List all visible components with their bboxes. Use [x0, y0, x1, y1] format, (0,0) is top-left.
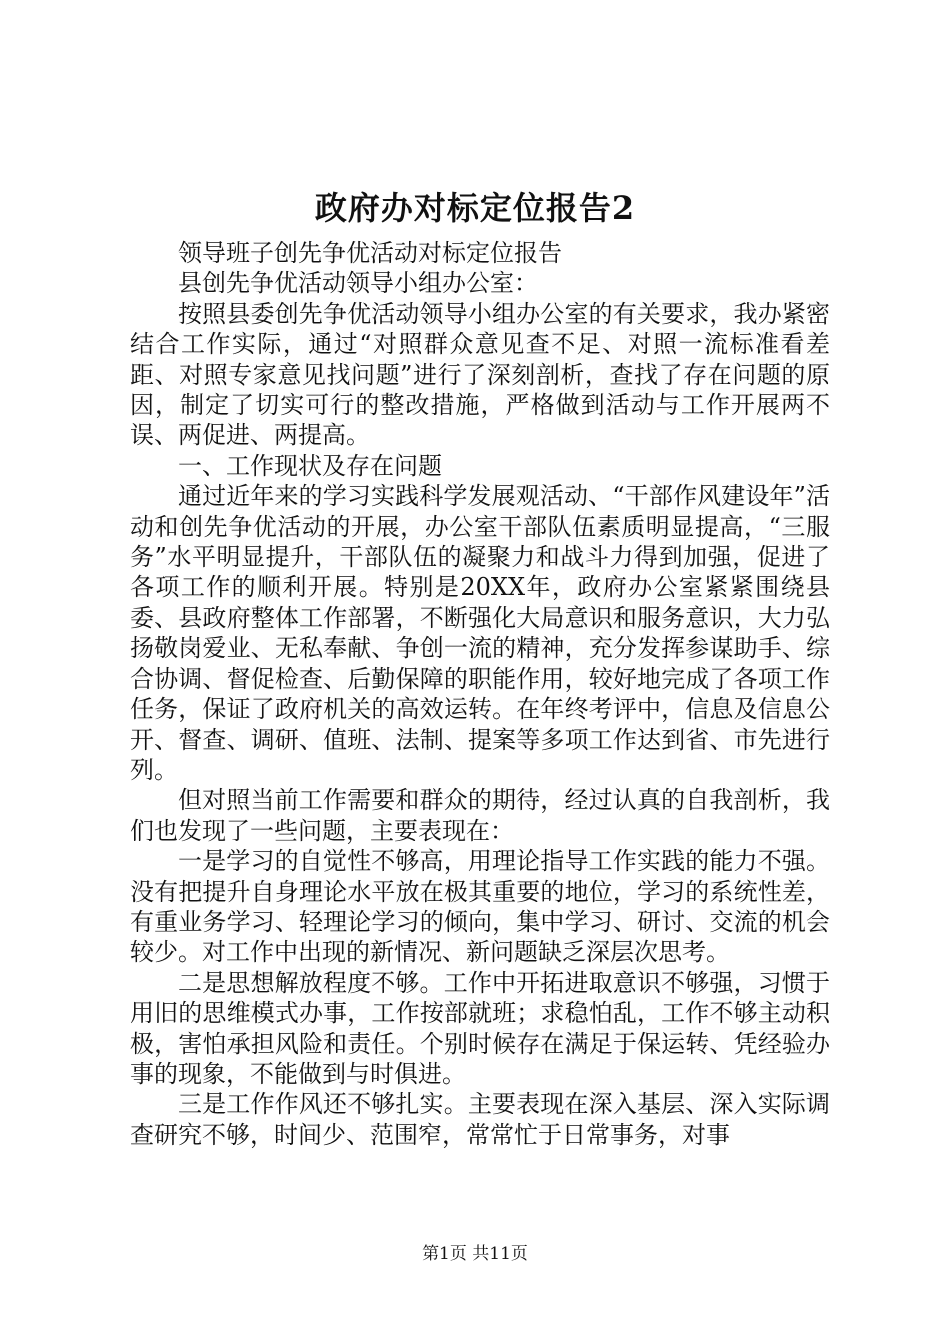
- section-heading: 一、工作现状及存在问题: [178, 451, 442, 480]
- paragraph-current-status: 通过近年来的学习实践科学发展观活动、“干部作风建设年”活动和创先争优活动的开展，办公室干部队伍素质明显提高，“三服务”水平明显提升，干部队伍的凝聚力和战斗力得到加强，促进了各项工作的顺利开展。特别是20XX年，政府办公室紧紧围绕县委、县政府整体工作部署，不断强化大局意识和服务意识，大力弘扬敬岗爱业、无私奉献、争创一流的精神，充分发挥参谋助手、综合协调、督促检查、后勤保障的职能作用，较好地完成了各项工作任务，保证了政府机关的高效运转。在年终考评中，信息及信息公开、督查、调研、值班、法制、提案等多项工作达到省、市先进行列。: [130, 482, 830, 784]
- document-title: 政府办对标定位报告2: [314, 189, 636, 227]
- page-number-footer: 第1页 共11页: [422, 1244, 528, 1264]
- paragraph-recipient: 县创先争优活动领导小组办公室：: [178, 269, 538, 298]
- paragraph-problem-3: 三是工作作风还不够扎实。主要表现在深入基层、深入实际调查研究不够，时间少、范围窄，常常忙于日常事务，对事: [130, 1090, 830, 1149]
- paragraph-subtitle: 领导班子创先争优活动对标定位报告: [178, 239, 562, 267]
- paragraph-problems-intro: 但对照当前工作需要和群众的期待，经过认真的自我剖析，我们也发现了一些问题，主要表现在：: [130, 786, 830, 845]
- paragraph-problem-1: 一是学习的自觉性不够高，用理论指导工作实践的能力不强。没有把提升自身理论水平放在极其重要的地位，学习的系统性差，有重业务学习、轻理论学习的倾向，集中学习、研讨、交流的机会较少。对工作中出现的新情况、新问题缺乏深层次思考。: [130, 847, 830, 967]
- paragraph-problem-2: 二是思想解放程度不够。工作中开拓进取意识不够强，习惯于用旧的思维模式办事，工作按部就班；求稳怕乱，工作不够主动积极，害怕承担风险和责任。个别时候存在满足于保运转、凭经验办事的现象，不能做到与时俱进。: [130, 968, 830, 1088]
- paragraph-intro: 按照县委创先争优活动领导小组办公室的有关要求，我办紧密结合工作实际，通过“对照群众意见查不足、对照一流标准看差距、对照专家意见找问题”进行了深刻剖析，查找了存在问题的原因，制定了切实可行的整改措施，严格做到活动与工作开展两不误、两促进、两提高。: [130, 299, 830, 450]
- document-body: [130, 238, 830, 1150]
